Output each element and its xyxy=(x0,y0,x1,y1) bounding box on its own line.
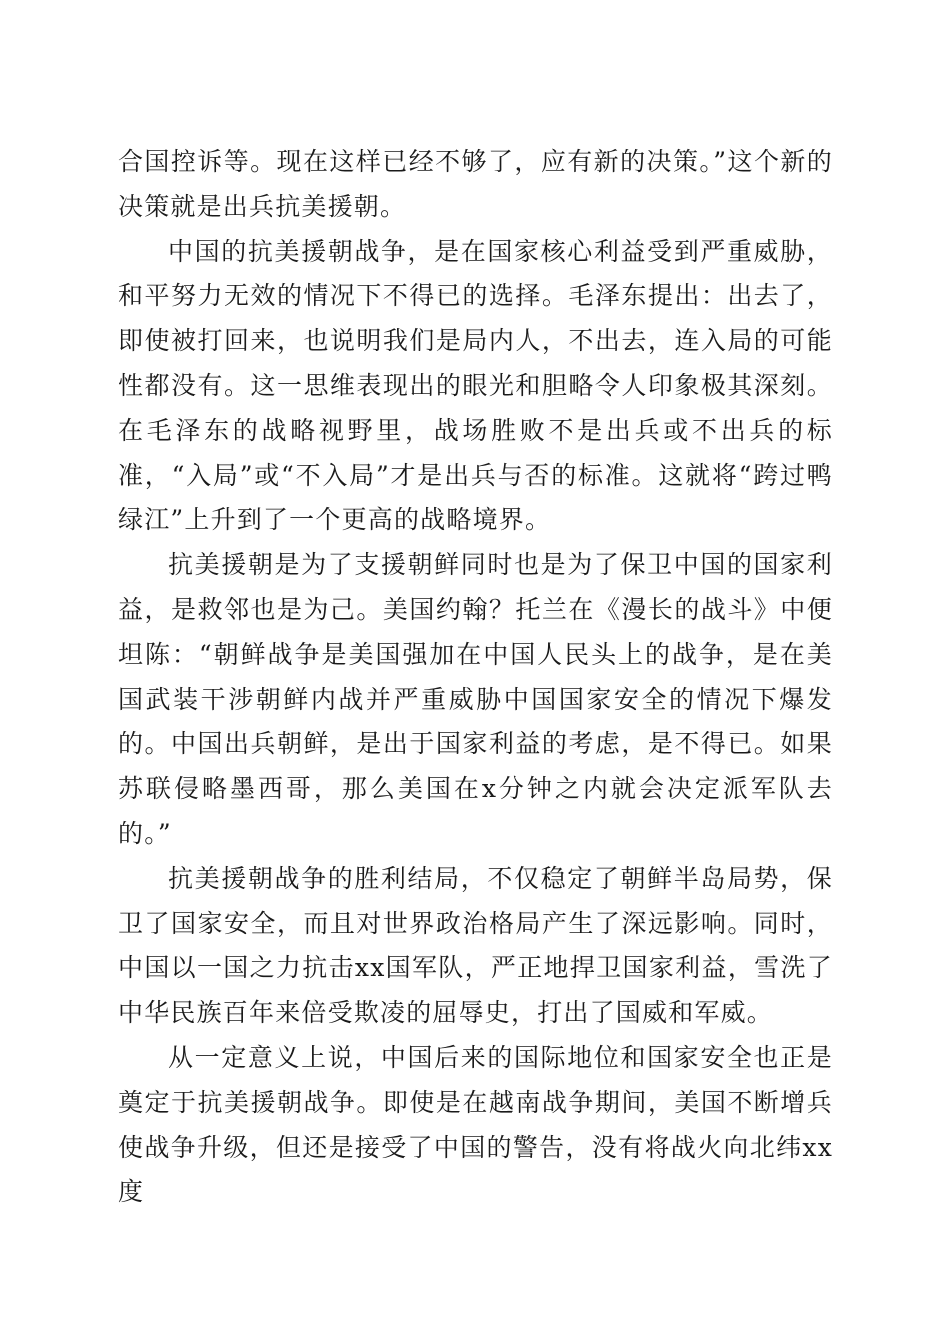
paragraph-continuation: 合国控诉等。现在这样已经不够了，应有新的决策。”这个新的决策就是出兵抗美援朝。 xyxy=(118,147,833,221)
paragraph: 抗美援朝是为了支援朝鲜同时也是为了保卫中国的国家利益，是救邻也是为己。美国约翰？托兰在《漫长的战斗》中便坦陈：“朝鲜战争是美国强加在中国人民头上的战争，是在美国武装干涉朝鲜内战并严重威胁中国国家安全的情况下爆发的。中国出兵朝鲜，是出于国家利益的考虑，是不得已。如果苏联侵略墨西哥，那么美国在x分钟之内就会决定派军队去的。” xyxy=(118,550,833,848)
paragraph: 中国的抗美援朝战争，是在国家核心利益受到严重威胁，和平努力无效的情况下不得已的选择。毛泽东提出：出去了，即使被打回来，也说明我们是局内人，不出去，连入局的可能性都没有。这一思维表现出的眼光和胆略令人印象极其深刻。在毛泽东的战略视野里，战场胜败不是出兵或不出兵的标准，“入局”或“不入局”才是出兵与否的标准。这就将“跨过鸭绿江”上升到了一个更高的战略境界。 xyxy=(118,236,833,535)
document-body xyxy=(118,140,833,1215)
paragraph: 从一定意义上说，中国后来的国际地位和国家安全也正是奠定于抗美援朝战争。即使是在越南战争期间，美国不断增兵使战争升级，但还是接受了中国的警告，没有将战火向北纬xx度 xyxy=(118,1042,833,1207)
paragraph: 抗美援朝战争的胜利结局，不仅稳定了朝鲜半岛局势，保卫了国家安全，而且对世界政治格局产生了深远影响。同时，中国以一国之力抗击xx国军队，严正地捍卫国家利益，雪洗了中华民族百年来倍受欺凌的屈辱史，打出了国威和军威。 xyxy=(118,863,833,1028)
